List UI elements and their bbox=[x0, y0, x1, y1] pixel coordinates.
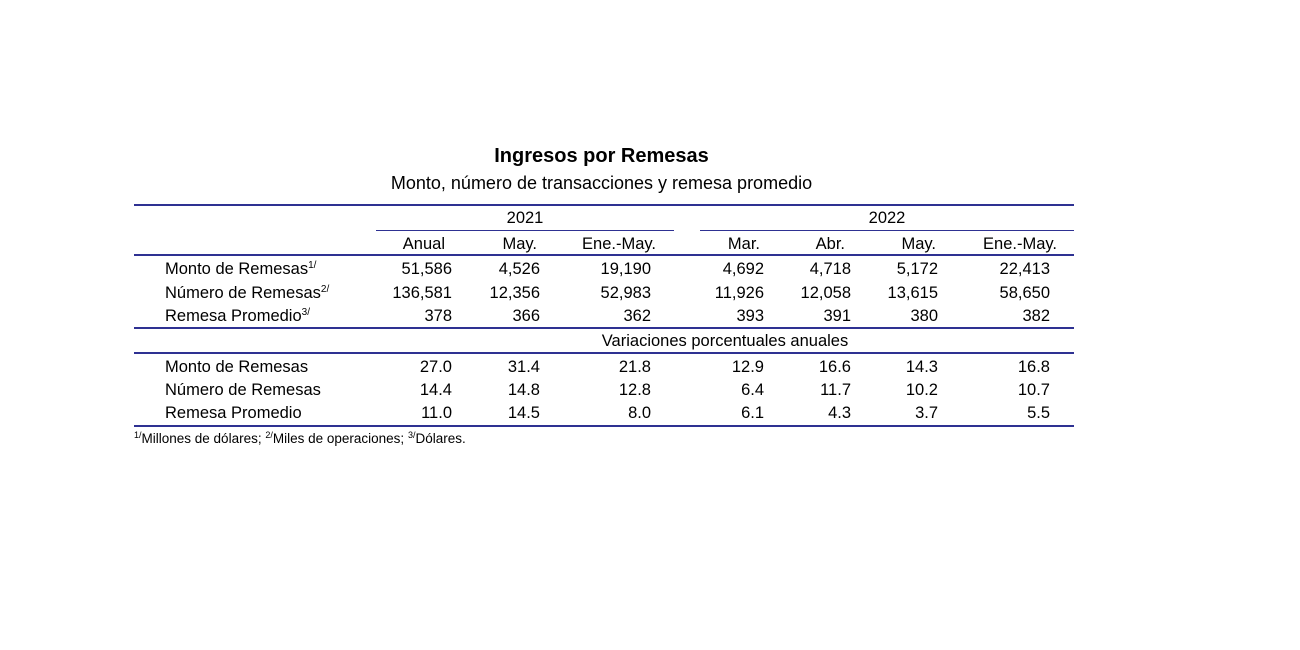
section-heading: Variaciones porcentuales anuales bbox=[601, 332, 849, 350]
table-cell: 14.3 bbox=[905, 358, 938, 376]
table-cell: 22,413 bbox=[999, 260, 1050, 278]
footnote-marker: 3/ bbox=[301, 307, 310, 318]
column-header: May. bbox=[502, 235, 537, 253]
table-cell: 51,586 bbox=[401, 260, 452, 278]
year-header-2021: 2021 bbox=[506, 209, 544, 227]
footnote-marker: 1/ bbox=[134, 430, 142, 440]
table-cell: 52,983 bbox=[600, 284, 651, 302]
column-header: Abr. bbox=[815, 235, 845, 253]
column-header: Ene.-May. bbox=[582, 235, 656, 253]
table-cell: 4,526 bbox=[498, 260, 540, 278]
bottom-rule bbox=[134, 425, 1074, 427]
table-cell: 362 bbox=[623, 307, 651, 325]
section-rule bbox=[134, 327, 1074, 329]
table-cell: 14.8 bbox=[507, 381, 540, 399]
table-cell: 3.7 bbox=[915, 404, 938, 422]
table-cell: 391 bbox=[823, 307, 851, 325]
row-label: Número de Remesas bbox=[165, 381, 321, 399]
footnote: $^{1/}$Millones de dólares; $^{2/}$Miles de operaciones; $^{3/}$Dólares. bbox=[134, 430, 466, 446]
header-rule bbox=[134, 254, 1074, 256]
row-label: Monto de Remesas bbox=[165, 358, 309, 376]
table-cell: 380 bbox=[910, 307, 938, 325]
footnote-marker: 1/ bbox=[308, 260, 317, 271]
year-2022-underline bbox=[700, 230, 1074, 231]
table-cell: 393 bbox=[736, 307, 764, 325]
table-cell: 10.2 bbox=[905, 381, 938, 399]
row-label: Remesa Promedio bbox=[165, 404, 302, 422]
table-cell: 31.4 bbox=[507, 358, 540, 376]
table-title: Ingresos por Remesas bbox=[494, 145, 709, 167]
table-cell: 10.7 bbox=[1017, 381, 1050, 399]
table-cell: 12.8 bbox=[618, 381, 651, 399]
table-cell: 11.7 bbox=[820, 381, 851, 399]
table-cell: 366 bbox=[512, 307, 540, 325]
table-cell: 21.8 bbox=[618, 358, 651, 376]
table-cell: 6.1 bbox=[741, 404, 764, 422]
table-cell: 6.4 bbox=[741, 381, 764, 399]
table-cell: 16.8 bbox=[1017, 358, 1050, 376]
footnote-marker: 2/ bbox=[320, 284, 330, 295]
table-cell: 382 bbox=[1022, 307, 1050, 325]
table-cell: 11,926 bbox=[714, 284, 764, 302]
column-header: Ene.-May. bbox=[983, 235, 1057, 253]
row-label: Número de Remesas$^{2/}$ bbox=[165, 284, 330, 302]
table-cell: 19,190 bbox=[600, 260, 651, 278]
table-cell: 136,581 bbox=[392, 284, 452, 302]
row-label: Remesa Promedio$^{3/}$ bbox=[165, 307, 310, 325]
section-heading-rule bbox=[134, 352, 1074, 354]
column-header: May. bbox=[901, 235, 936, 253]
column-header: Mar. bbox=[727, 235, 760, 253]
table-cell: 13,615 bbox=[887, 284, 938, 302]
table-cell: 4.3 bbox=[828, 404, 851, 422]
top-rule bbox=[134, 204, 1074, 206]
table-cell: 4,692 bbox=[722, 260, 764, 278]
table-cell: 12.9 bbox=[731, 358, 764, 376]
table-cell: 27.0 bbox=[419, 358, 452, 376]
table-cell: 5.5 bbox=[1027, 404, 1050, 422]
table-cell: 5,172 bbox=[896, 260, 938, 278]
table-cell: 11.0 bbox=[421, 404, 452, 422]
table-cell: 16.6 bbox=[818, 358, 851, 376]
table-cell: 58,650 bbox=[999, 284, 1050, 302]
table-cell: 378 bbox=[424, 307, 452, 325]
table-cell: 4,718 bbox=[809, 260, 851, 278]
table-subtitle: Monto, número de transacciones y remesa promedio bbox=[390, 173, 813, 193]
table-cell: 12,356 bbox=[489, 284, 540, 302]
table-cell: 14.4 bbox=[419, 381, 452, 399]
year-2021-underline bbox=[376, 230, 674, 231]
year-header-2022: 2022 bbox=[868, 209, 906, 227]
table-cell: 14.5 bbox=[507, 404, 540, 422]
table-cell: 12,058 bbox=[800, 284, 851, 302]
footnote-marker: 3/ bbox=[407, 430, 416, 440]
row-label: Monto de Remesas$^{1/}$ bbox=[165, 260, 317, 278]
footnote-marker: 2/ bbox=[265, 430, 273, 440]
table-cell: 8.0 bbox=[628, 404, 651, 422]
column-header: Anual bbox=[402, 235, 445, 253]
